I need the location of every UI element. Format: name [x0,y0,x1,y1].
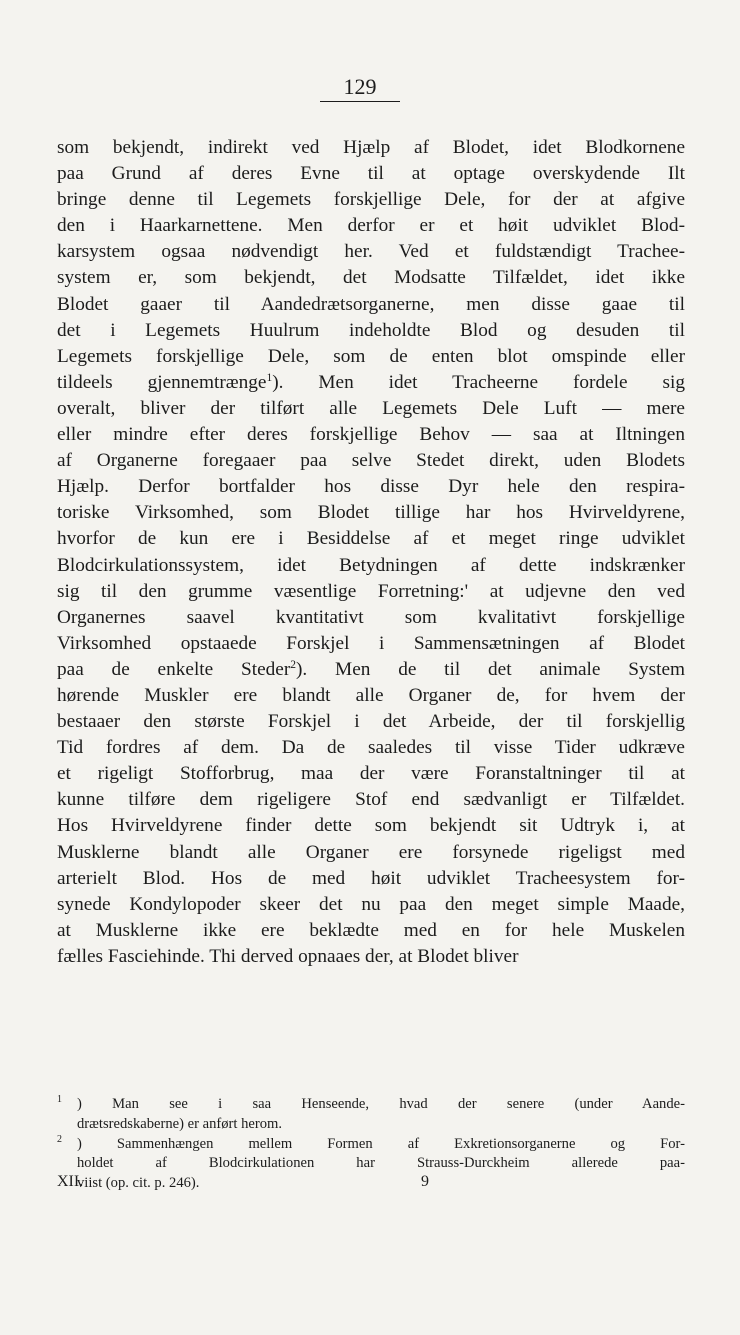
footnote-1 [57,1095,685,1135]
text-line: hørende Muskler ere blandt alle Organer de, for hvem der [57,684,685,706]
text-line: arterielt Blod. Hos de med høit udviklet Tracheesystem for- [57,867,685,889]
signature-mark: XII. [57,1173,84,1190]
text-line: Musklerne blandt alle Organer ere forsynede rigeligst med [57,841,685,863]
text-segment: ). Men de til det animale System [296,658,685,680]
text-line: Tid fordres af dem. Da de saaledes til visse Tider udkræve [57,737,685,759]
text-line: bringe denne til Legemets forskjellige Dele, for der at afgive [57,189,685,211]
footnote-line: drætsredskaberne) er anført herom. [77,1115,283,1132]
text-line: den i Haarkarnettene. Men derfor er et høit udviklet Blod- [57,215,685,237]
text-segment: paa de enkelte Steder [57,658,291,680]
text-line: toriske Virksomhed, som Blodet tillige har hos Hvirveldyrene, [57,502,685,524]
text-line [57,657,685,683]
text-line: overalt, bliver der tilført alle Legemets Dele Luft — mere [57,397,685,419]
text-line: at Musklerne ikke ere beklædte med en for hele Muskelen [57,919,685,941]
text-line [57,370,685,396]
text-line: Blodet gaaer til Aandedrætsorganerne, men disse gaae til [57,293,685,315]
text-line: hvorfor de kun ere i Besiddelse af et meget ringe udviklet [57,528,685,550]
footnote-text: ) Man see i saa Henseende, hvad der senere (under Aande- [77,1096,685,1112]
text-line: karsystem ogsaa nødvendigt her. Ved et fuldstændigt Trachee- [57,241,685,263]
text-line: Organernes saavel kvantitativt som kvalitativt forskjellige [57,606,685,628]
text-line: et rigeligt Stofforbrug, maa der være Foranstaltninger til at [57,763,685,785]
footnote-reference-2[interactable]: 2 [290,658,297,671]
footnotes [57,1095,685,1194]
text-line: Blodcirkulationssystem, idet Betydningen af dette indskrænker [57,554,685,576]
text-segment: tildeels gjennemtrænge [57,371,267,393]
footnote-text: ) Sammenhængen mellem Formen af Exkretionsorganerne og For- [77,1135,685,1152]
text-line: kunne tilføre dem rigeligere Stof end sædvanligt er Tilfældet. [57,789,685,811]
text-line: bestaaer den største Forskjel i det Arbeide, der til forskjellig [57,711,685,733]
footnote-2 [57,1135,685,1194]
text-line: fælles Fasciehinde. Thi derved opnaaes der, at Blodet bliver [57,945,519,967]
footnote-line: $^1$ ) Man see i saa Henseende, hvad der senere (under Aande- [57,1094,685,1112]
page-number: 129 [320,74,400,102]
text-segment: ). Men idet Tracheerne fordele sig [272,371,685,393]
text-line: paa Grund af deres Evne til at optage overskydende Ilt [57,163,685,185]
text-line: Hos Hvirveldyrene finder dette som bekjendt sit Udtryk i, at [57,815,685,837]
text-line: eller mindre efter deres forskjellige Behov — saa at Iltningen [57,424,685,446]
body-text [57,135,685,970]
text-line: det i Legemets Huulrum indeholdte Blod og desuden til [57,319,685,341]
text-line: system er, som bekjendt, det Modsatte Tilfældet, idet ikke [57,267,685,289]
footnote-line: viist (op. cit. p. 246). [77,1175,200,1192]
text-line: som bekjendt, indirekt ved Hjælp af Blodet, idet Blodkornene [57,137,685,158]
text-line: Legemets forskjellige Dele, som de enten blot omspinde eller [57,345,685,367]
footnote-reference-1[interactable]: 1 [266,371,273,384]
footnote-line: holdet af Blodcirkulationen har Strauss-Durckheim allerede paa- [77,1155,685,1172]
text-line: sig til den grumme væsentlige Forretning:' at udjevne den ved [57,580,685,602]
text-line: Hjælp. Derfor bortfalder hos disse Dyr hele den respira- [57,476,685,498]
text-line: synede Kondylopoder skeer det nu paa den meget simple Maade, [57,893,685,915]
text-line: af Organerne foregaaer paa selve Stedet direkt, uden Blodets [57,450,685,472]
footnote-line: $^2$ ) Sammenhængen mellem Formen af Exkretionsorganerne og For- [57,1133,685,1152]
sheet-number: 9 [421,1173,429,1190]
text-line: Virksomhed opstaaede Forskjel i Sammensætningen af Blodet [57,632,685,654]
